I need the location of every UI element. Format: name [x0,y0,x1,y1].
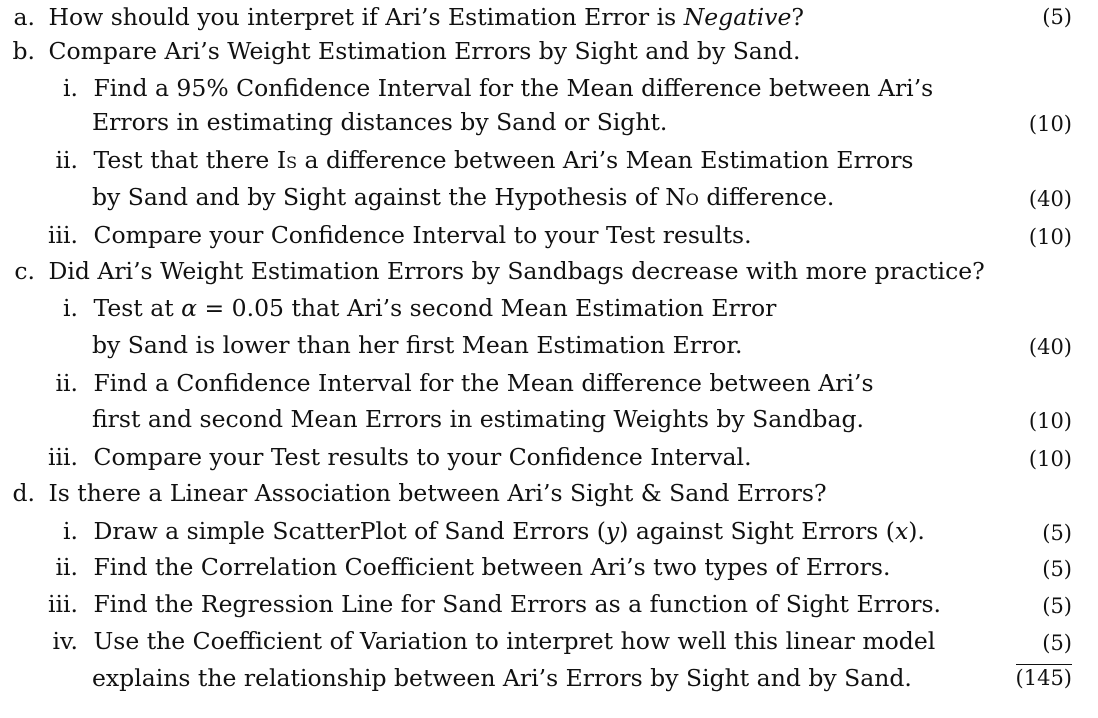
sub-question-label: i. [63,74,78,102]
question-d-iv-cont [92,661,912,695]
question-c-iii [0,440,752,474]
question-text: by Sand is lower than her first Mean Estimation Error. [92,331,743,359]
question-text: Find the Correlation Coefficient between Ari’s two types of Errors. [93,553,891,581]
question-c-i [0,291,776,325]
sub-question-label: i. [63,517,78,545]
sub-question-label: iii. [47,590,78,618]
question-c [0,254,985,288]
question-label: d. [12,479,35,507]
question-text: explains the relationship between Ari’s Errors by Sight and by Sand. [92,664,912,692]
points-b-ii: (40) [1028,187,1072,211]
question-d [0,476,827,510]
question-d-iv [0,624,935,658]
question-text: Did Ari’s Weight Estimation Errors by Sandbags decrease with more practice? [48,257,985,285]
question-a [0,0,804,34]
question-text: first and second Mean Errors in estimating Weights by Sandbag. [92,405,864,433]
question-text: by Sand and by Sight against the Hypothesis of No difference. [92,183,835,211]
question-text: Compare your Test results to your Confidence Interval. [93,443,752,471]
points-d-iii: (5) [1042,594,1072,618]
question-text: Compare Ari’s Weight Estimation Errors by Sight and by Sand. [48,37,801,65]
points-d-i: (5) [1042,521,1072,545]
question-c-ii [0,366,874,400]
question-label: a. [13,3,35,31]
total-points [1016,661,1072,695]
question-b-i-cont [92,105,667,139]
points-a: (5) [1042,5,1072,29]
question-text: Is there a Linear Association between Ari’s Sight & Sand Errors? [48,479,827,507]
sub-question-label: iii. [47,221,78,249]
points-c-i: (40) [1028,335,1072,359]
question-b-ii-cont [92,180,834,214]
question-b-i [0,71,933,105]
question-d-iii [0,587,941,621]
question-text: Draw a simple ScatterPlot of Sand Errors (y) against Sight Errors (x). [93,517,925,545]
question-text: Test at α = 0.05 that Ari’s second Mean Estimation Error [93,294,777,322]
question-text: Find a Confidence Interval for the Mean difference between Ari’s [93,369,874,397]
points-d-iv: (5) [1042,631,1072,655]
sub-question-label: ii. [55,369,78,397]
total-points-value: (145) [1015,666,1072,690]
question-d-ii [0,550,890,584]
question-label: c. [14,257,35,285]
question-c-i-cont [92,328,742,362]
sub-question-label: ii. [55,146,78,174]
question-b [0,34,800,68]
question-text: How should you interpret if Ari’s Estimation Error is Negative? [48,3,804,31]
question-text: Compare your Confidence Interval to your Test results. [93,221,752,249]
sub-question-label: i. [63,294,78,322]
points-b-i: (10) [1028,112,1072,136]
sub-question-label: ii. [55,553,78,581]
sub-question-label: iv. [52,627,78,655]
points-d-ii: (5) [1042,557,1072,581]
question-b-iii [0,218,752,252]
question-text: Test that there Is a difference between Ari’s Mean Estimation Errors [93,146,914,174]
question-text: Find the Regression Line for Sand Errors as a function of Sight Errors. [93,590,941,618]
question-c-ii-cont [92,402,864,436]
sub-question-label: iii. [47,443,78,471]
question-label: b. [12,37,35,65]
question-text: Use the Coefficient of Variation to interpret how well this linear model [93,627,936,655]
points-c-iii: (10) [1028,447,1072,471]
question-text: Errors in estimating distances by Sand or Sight. [92,108,668,136]
question-b-ii [0,143,913,177]
points-c-ii: (10) [1028,409,1072,433]
question-d-i [0,514,925,548]
points-b-iii: (10) [1028,225,1072,249]
question-text: Find a 95% Confidence Interval for the Mean difference between Ari’s [93,74,934,102]
